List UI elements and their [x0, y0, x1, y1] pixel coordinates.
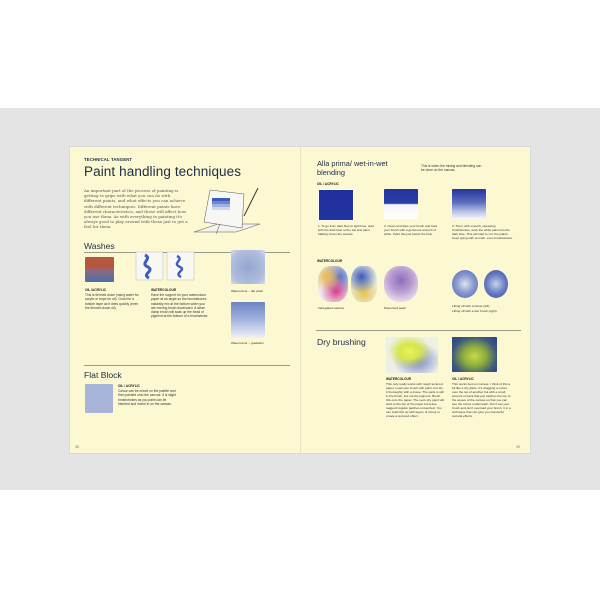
blend-step1-swatch — [318, 189, 354, 221]
alla-prima-heading: Alla prima/ wet-in-wet blending — [317, 159, 388, 177]
page-title: Paint handling techniques — [84, 164, 242, 179]
wetbrush-swatch — [484, 270, 508, 298]
dry-brush-oil-text: This works best on canvas. I think of this a bit like a dry glaze. It's dragging a colour over the top of another but with a small amount of paint that just catches the top of the weave of the canvas so that you can see the colour underneath. Don't wet your brush and don't overload your brush. It is a technique that can give you wonderful textural effects. — [452, 382, 511, 418]
kicker: TECHNICAL TANGENT — [84, 157, 133, 162]
flat-wash-caption: Watercolour – flat wash — [231, 289, 264, 293]
alla-prima-note: This is when the mixing and blending can be done on the canvas. — [421, 164, 482, 173]
variegated-caption: Variegated washes — [318, 306, 345, 310]
flat-wash-swatch — [231, 250, 265, 284]
divider — [316, 330, 521, 331]
blend-step2-swatch — [384, 189, 418, 219]
dry-brushing-heading: Dry brushing — [317, 337, 366, 347]
gradation-caption: Watercolour – gradation — [231, 341, 264, 345]
oil-acrylic-label: OIL /ACRYLIC — [85, 288, 107, 292]
dry-brush-oil-label: OIL / ACRYLIC — [452, 377, 474, 381]
easel-illustration — [190, 186, 264, 238]
washes-heading: Washes — [84, 241, 115, 251]
dispersed-caption: Dispersed wash — [384, 306, 407, 310]
page-gutter — [300, 147, 301, 453]
blend-step3-text: 3. Then, with smooth, sweeping brushstrokes, work the white paint into the dark blue. This will start to mix the paints. Keep going with smooth, even brushstrokes. — [452, 224, 513, 240]
watercolour-label: WATERCOLOUR — [151, 288, 177, 292]
page-number-right: 39 — [516, 445, 520, 449]
dry-brush-wc-text: This only really works with rough textured paper. Load your brush with paint, but dry it thoroughly with a tissue. The paint is still in the brush, but not the pigment. Brush this onto the paper. The semi-dry paint will stick to the top of the paper but leave ragged irregular patches untouched. You can build this up with layers of colour to create a textured effect. — [386, 382, 444, 418]
blend-step3-swatch — [452, 189, 486, 219]
watercolour-wash-text: Have the support for your watercolour paper at an angle so the brushstrokes naturally mix at the bottom when you are moving brush downward. A clean damp brush will soak up the bead of pigment at the bottom of a brushstroke. — [151, 293, 209, 319]
dry-brush-wc-label: WATERCOLOUR — [386, 377, 412, 381]
divider — [84, 365, 290, 366]
tissue-caption: Lifting off with a tissue (left) — [452, 304, 490, 308]
flat-block-swatch — [85, 384, 113, 413]
dispersed-swatch — [384, 266, 418, 302]
flat-block-text: Colour can be mixed on the palette and then painted onto the canvas. It is slight brushstrokes as you paint can be blended and mixed in on the canvas. — [118, 389, 176, 406]
gradation-swatch — [231, 302, 265, 338]
blend-step1-text: 1. To go from dark blue to light blue, start with the dark blue at the top and paint halfway down the canvas. — [318, 224, 375, 236]
tissue-swatch — [452, 270, 478, 298]
page-number-left: 38 — [75, 445, 79, 449]
variegated-swatch-2 — [351, 266, 377, 302]
dry-brush-oil-swatch — [452, 337, 497, 372]
flat-block-heading: Flat Block — [84, 370, 122, 380]
alla-prima-wc-label: WATERCOLOUR — [317, 259, 343, 263]
oil-wash-text: This is thinned down (using water for acrylic or turps for oil). Good for a bottom layer as it dries quickly (even the thinned-down oil). — [85, 293, 139, 310]
wetbrush-caption: Lifting off with a wet brush (right) — [452, 309, 497, 313]
blend-step2-text: 2. Clean and wipe your brush and load your brush with a generous amount of white. Paint this just below the blue. — [384, 224, 437, 236]
variegated-swatch-1 — [318, 266, 348, 302]
dry-brush-wc-swatch — [386, 337, 438, 373]
alla-prima-oil-label: OIL / ACRYLIC — [317, 182, 339, 186]
intro-text: An important part of the process of painting is getting to grips with what you can do with different paints, and what effects you can achieve with different techniques. Different paints have different characteristics, and these will affect how you use them. As with everything in painting it's always good to play around with these just to get a feel for them. — [84, 188, 188, 230]
brushstroke-demo — [135, 251, 197, 281]
oil-wash-swatch — [85, 257, 114, 282]
flat-block-label: OIL / ACRYLIC — [118, 384, 140, 388]
